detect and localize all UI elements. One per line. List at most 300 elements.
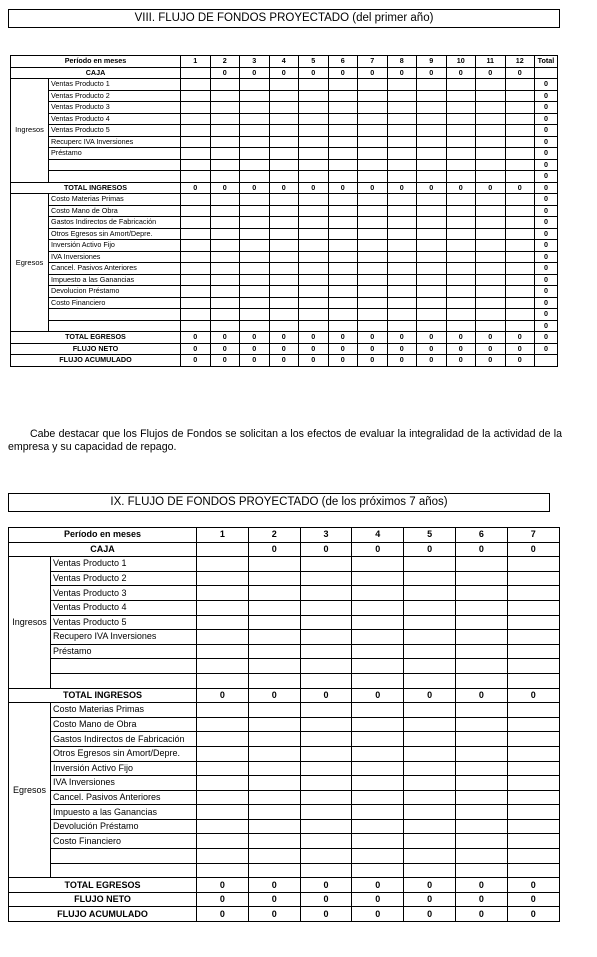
empty-cell (417, 297, 447, 309)
period-number: 2 (210, 56, 240, 68)
empty-cell (404, 717, 456, 732)
empty-cell (210, 309, 240, 321)
empty-cell (210, 286, 240, 298)
flujo-acumulado-row-value: 0 (248, 907, 300, 922)
empty-cell (446, 136, 476, 148)
empty-cell (404, 790, 456, 805)
empty-cell (404, 600, 456, 615)
total-ingresos-row-value: 0 (404, 688, 456, 703)
empty-cell (476, 113, 506, 125)
empty-cell (299, 309, 329, 321)
total-ingresos-row-value: 0 (507, 688, 559, 703)
empty-cell (299, 217, 329, 229)
empty-cell (248, 776, 300, 791)
flujo-acumulado-row-total (535, 355, 558, 367)
empty-cell (505, 286, 535, 298)
flujo-acumulado-row-value: 0 (181, 355, 211, 367)
egresos-item-total: 0 (535, 205, 558, 217)
empty-cell (197, 790, 249, 805)
ingresos-item-total: 0 (535, 136, 558, 148)
empty-cell (358, 113, 388, 125)
period-number: 2 (248, 528, 300, 543)
empty-cell (446, 217, 476, 229)
total-egresos-row-value: 0 (446, 332, 476, 344)
empty-cell (505, 309, 535, 321)
empty-cell (387, 263, 417, 275)
empty-cell (181, 125, 211, 137)
empty-cell (404, 659, 456, 674)
empty-cell (446, 251, 476, 263)
caja-row-value (181, 67, 211, 79)
empty-cell (328, 113, 358, 125)
flujo-neto-row-total: 0 (535, 343, 558, 355)
empty-cell (299, 159, 329, 171)
empty-cell (300, 673, 352, 688)
empty-cell (507, 717, 559, 732)
period-number: 8 (387, 56, 417, 68)
empty-cell (240, 240, 270, 252)
empty-cell (248, 630, 300, 645)
egresos-row (11, 297, 558, 309)
empty-cell (269, 102, 299, 114)
empty-cell (197, 571, 249, 586)
empty-cell (269, 79, 299, 91)
ingresos-item-label (49, 159, 181, 171)
empty-cell (404, 673, 456, 688)
egresos-row (11, 309, 558, 321)
empty-cell (240, 217, 270, 229)
flujo-neto-row-value: 0 (197, 892, 249, 907)
empty-cell (328, 159, 358, 171)
empty-cell (476, 274, 506, 286)
total-ingresos-row-value: 0 (210, 182, 240, 194)
empty-cell (476, 90, 506, 102)
total-ingresos-row-value: 0 (240, 182, 270, 194)
empty-cell (269, 228, 299, 240)
total-egresos-row-value: 0 (404, 878, 456, 893)
total-ingresos-row-value: 0 (328, 182, 358, 194)
empty-cell (181, 309, 211, 321)
empty-cell (456, 673, 508, 688)
caja-row-value: 0 (240, 67, 270, 79)
empty-cell (197, 600, 249, 615)
total-egresos-row (11, 332, 558, 344)
egresos-item-total: 0 (535, 274, 558, 286)
empty-cell (387, 286, 417, 298)
flujo-neto-row-value: 0 (404, 892, 456, 907)
egresos-item-label (49, 309, 181, 321)
total-ingresos-row-label: TOTAL INGRESOS (11, 182, 181, 194)
empty-cell (248, 761, 300, 776)
empty-cell (181, 228, 211, 240)
total-egresos-row-value: 0 (417, 332, 447, 344)
empty-cell (197, 819, 249, 834)
caja-row-value: 0 (387, 67, 417, 79)
ingresos-row (11, 102, 558, 114)
empty-cell (248, 586, 300, 601)
empty-cell (299, 205, 329, 217)
empty-cell (181, 251, 211, 263)
flujo-neto-row-value: 0 (210, 343, 240, 355)
empty-cell (300, 600, 352, 615)
empty-cell (181, 171, 211, 183)
empty-cell (269, 205, 299, 217)
ingresos-row (9, 557, 560, 572)
egresos-row (11, 240, 558, 252)
empty-cell (507, 659, 559, 674)
empty-cell (456, 805, 508, 820)
empty-cell (352, 659, 404, 674)
empty-cell (352, 630, 404, 645)
empty-cell (358, 217, 388, 229)
total-egresos-row-value: 0 (352, 878, 404, 893)
empty-cell (352, 849, 404, 864)
empty-cell (417, 113, 447, 125)
empty-cell (300, 849, 352, 864)
empty-cell (387, 125, 417, 137)
ingresos-item-label: Ventas Producto 4 (51, 600, 197, 615)
empty-cell (446, 274, 476, 286)
empty-cell (269, 320, 299, 332)
empty-cell (507, 790, 559, 805)
total-egresos-row-value: 0 (269, 332, 299, 344)
empty-cell (248, 746, 300, 761)
empty-cell (240, 309, 270, 321)
period-number: 11 (476, 56, 506, 68)
empty-cell (507, 746, 559, 761)
header-row (9, 528, 560, 543)
empty-cell (456, 571, 508, 586)
flujo-acumulado-row-value: 0 (300, 907, 352, 922)
empty-cell (352, 571, 404, 586)
empty-cell (328, 286, 358, 298)
empty-cell (197, 776, 249, 791)
period-number: 3 (240, 56, 270, 68)
ingresos-item-label: Ventas Producto 2 (49, 90, 181, 102)
empty-cell (456, 615, 508, 630)
total-ingresos-row-value: 0 (387, 182, 417, 194)
total-egresos-row-value: 0 (505, 332, 535, 344)
header-row (11, 56, 558, 68)
empty-cell (505, 205, 535, 217)
empty-cell (505, 90, 535, 102)
empty-cell (197, 630, 249, 645)
empty-cell (404, 615, 456, 630)
empty-cell (446, 171, 476, 183)
empty-cell (197, 615, 249, 630)
total-egresos-row-value: 0 (240, 332, 270, 344)
egresos-row (9, 790, 560, 805)
empty-cell (507, 703, 559, 718)
empty-cell (197, 703, 249, 718)
egresos-item-label: Otros Egresos sin Amort/Depre. (49, 228, 181, 240)
empty-cell (404, 834, 456, 849)
empty-cell (476, 240, 506, 252)
ingresos-row (11, 113, 558, 125)
empty-cell (210, 148, 240, 160)
empty-cell (505, 79, 535, 91)
empty-cell (446, 125, 476, 137)
total-egresos-row-total: 0 (535, 332, 558, 344)
empty-cell (240, 228, 270, 240)
empty-cell (269, 263, 299, 275)
ingresos-item-label: Ventas Producto 5 (51, 615, 197, 630)
flujo-neto-row-value: 0 (300, 892, 352, 907)
empty-cell (269, 309, 299, 321)
empty-cell (352, 805, 404, 820)
egresos-item-total: 0 (535, 286, 558, 298)
egresos-item-label: Devolucion Préstamo (49, 286, 181, 298)
total-ingresos-row-value: 0 (476, 182, 506, 194)
empty-cell (456, 659, 508, 674)
egresos-item-label: Impuesto a las Ganancias (49, 274, 181, 286)
empty-cell (358, 228, 388, 240)
empty-cell (358, 194, 388, 206)
empty-cell (404, 746, 456, 761)
total-egresos-row-value: 0 (197, 878, 249, 893)
empty-cell (269, 217, 299, 229)
empty-cell (387, 90, 417, 102)
empty-cell (328, 320, 358, 332)
egresos-row (9, 761, 560, 776)
empty-cell (417, 274, 447, 286)
empty-cell (507, 630, 559, 645)
ingresos-row (9, 673, 560, 688)
empty-cell (328, 171, 358, 183)
empty-cell (387, 102, 417, 114)
empty-cell (328, 90, 358, 102)
empty-cell (197, 659, 249, 674)
empty-cell (328, 102, 358, 114)
egresos-item-total: 0 (535, 240, 558, 252)
flujo-acumulado-row-value: 0 (210, 355, 240, 367)
empty-cell (210, 297, 240, 309)
empty-cell (248, 673, 300, 688)
empty-cell (505, 136, 535, 148)
empty-cell (404, 819, 456, 834)
empty-cell (181, 240, 211, 252)
empty-cell (240, 194, 270, 206)
empty-cell (404, 644, 456, 659)
empty-cell (358, 159, 388, 171)
caja-row-label: CAJA (9, 542, 197, 557)
egresos-item-label: Otros Egresos sin Amort/Depre. (51, 746, 197, 761)
empty-cell (300, 805, 352, 820)
egresos-item-label: IVA Inversiones (51, 776, 197, 791)
empty-cell (456, 732, 508, 747)
empty-cell (507, 600, 559, 615)
empty-cell (417, 286, 447, 298)
period-number: 1 (197, 528, 249, 543)
empty-cell (328, 148, 358, 160)
egresos-item-label: Gastos Indirectos de Fabricación (49, 217, 181, 229)
empty-cell (507, 586, 559, 601)
empty-cell (352, 863, 404, 878)
period-number: 7 (507, 528, 559, 543)
empty-cell (358, 263, 388, 275)
empty-cell (507, 571, 559, 586)
empty-cell (299, 297, 329, 309)
empty-cell (358, 309, 388, 321)
empty-cell (181, 263, 211, 275)
empty-cell (404, 571, 456, 586)
ingresos-group-label: Ingresos (11, 79, 49, 183)
total-egresos-row-value: 0 (358, 332, 388, 344)
flujo-neto-row-value: 0 (476, 343, 506, 355)
empty-cell (181, 136, 211, 148)
empty-cell (210, 79, 240, 91)
caja-row-value: 0 (328, 67, 358, 79)
empty-cell (404, 557, 456, 572)
egresos-row (9, 834, 560, 849)
empty-cell (197, 717, 249, 732)
empty-cell (352, 819, 404, 834)
empty-cell (248, 659, 300, 674)
empty-cell (300, 717, 352, 732)
caja-row-value: 0 (507, 542, 559, 557)
egresos-item-label: Inversión Activo Fijo (51, 761, 197, 776)
empty-cell (299, 263, 329, 275)
egresos-item-label: Devolución Préstamo (51, 819, 197, 834)
empty-cell (352, 717, 404, 732)
empty-cell (417, 148, 447, 160)
flujo-neto-row-value: 0 (456, 892, 508, 907)
empty-cell (210, 102, 240, 114)
empty-cell (404, 849, 456, 864)
section-9-title: IX. FLUJO DE FONDOS PROYECTADO (de los próximos 7 años) (8, 493, 550, 512)
empty-cell (505, 113, 535, 125)
period-number: 6 (328, 56, 358, 68)
egresos-item-label: Costo Mano de Obra (51, 717, 197, 732)
egresos-row (11, 286, 558, 298)
total-ingresos-row-value: 0 (446, 182, 476, 194)
ingresos-group-label: Ingresos (9, 557, 51, 688)
empty-cell (507, 732, 559, 747)
empty-cell (328, 205, 358, 217)
empty-cell (507, 615, 559, 630)
empty-cell (269, 194, 299, 206)
empty-cell (505, 217, 535, 229)
empty-cell (248, 600, 300, 615)
total-ingresos-row-value: 0 (181, 182, 211, 194)
empty-cell (197, 834, 249, 849)
total-egresos-row-label: TOTAL EGRESOS (9, 878, 197, 893)
empty-cell (507, 761, 559, 776)
empty-cell (456, 644, 508, 659)
ingresos-item-label: Ventas Producto 3 (49, 102, 181, 114)
empty-cell (210, 125, 240, 137)
empty-cell (210, 217, 240, 229)
empty-cell (404, 586, 456, 601)
empty-cell (505, 297, 535, 309)
empty-cell (197, 863, 249, 878)
empty-cell (507, 776, 559, 791)
empty-cell (358, 90, 388, 102)
ingresos-row (9, 644, 560, 659)
empty-cell (404, 805, 456, 820)
empty-cell (197, 805, 249, 820)
total-egresos-row-value: 0 (299, 332, 329, 344)
empty-cell (300, 834, 352, 849)
empty-cell (328, 309, 358, 321)
flujo-neto-row-label: FLUJO NETO (11, 343, 181, 355)
empty-cell (328, 228, 358, 240)
empty-cell (352, 746, 404, 761)
ingresos-item-total: 0 (535, 159, 558, 171)
empty-cell (248, 819, 300, 834)
empty-cell (299, 125, 329, 137)
ingresos-item-label: Ventas Producto 3 (51, 586, 197, 601)
empty-cell (404, 761, 456, 776)
empty-cell (240, 90, 270, 102)
flujo-neto-row-value: 0 (181, 343, 211, 355)
ingresos-item-label (51, 659, 197, 674)
empty-cell (476, 136, 506, 148)
caja-row-value: 0 (505, 67, 535, 79)
caja-row-value: 0 (248, 542, 300, 557)
empty-cell (417, 240, 447, 252)
egresos-item-label: Inversión Activo Fijo (49, 240, 181, 252)
flujo-neto-row-value: 0 (299, 343, 329, 355)
flujo-neto-row (9, 892, 560, 907)
empty-cell (248, 703, 300, 718)
empty-cell (505, 263, 535, 275)
ingresos-item-label: Ventas Producto 5 (49, 125, 181, 137)
ingresos-row (11, 136, 558, 148)
empty-cell (328, 217, 358, 229)
ingresos-item-label: Préstamo (51, 644, 197, 659)
empty-cell (210, 159, 240, 171)
empty-cell (417, 320, 447, 332)
total-egresos-row (9, 878, 560, 893)
period-number: 7 (358, 56, 388, 68)
egresos-item-total: 0 (535, 194, 558, 206)
ingresos-row (9, 615, 560, 630)
empty-cell (505, 148, 535, 160)
ingresos-item-label: Ventas Producto 4 (49, 113, 181, 125)
flujo-neto-row-value: 0 (269, 343, 299, 355)
egresos-item-label (49, 320, 181, 332)
empty-cell (181, 297, 211, 309)
egresos-item-label (51, 849, 197, 864)
egresos-item-total: 0 (535, 217, 558, 229)
period-number: 3 (300, 528, 352, 543)
empty-cell (456, 717, 508, 732)
total-ingresos-row-label: TOTAL INGRESOS (9, 688, 197, 703)
ingresos-item-label: Ventas Producto 2 (51, 571, 197, 586)
egresos-row (9, 805, 560, 820)
period-number: 12 (505, 56, 535, 68)
empty-cell (507, 805, 559, 820)
empty-cell (456, 557, 508, 572)
empty-cell (352, 834, 404, 849)
ingresos-item-total: 0 (535, 148, 558, 160)
empty-cell (181, 274, 211, 286)
egresos-row (11, 320, 558, 332)
egresos-item-total: 0 (535, 228, 558, 240)
ingresos-row (9, 600, 560, 615)
empty-cell (181, 79, 211, 91)
empty-cell (210, 113, 240, 125)
empty-cell (300, 761, 352, 776)
ingresos-row (11, 148, 558, 160)
empty-cell (456, 761, 508, 776)
empty-cell (358, 148, 388, 160)
empty-cell (446, 113, 476, 125)
flujo-neto-row-value: 0 (328, 343, 358, 355)
empty-cell (358, 274, 388, 286)
egresos-item-total: 0 (535, 297, 558, 309)
